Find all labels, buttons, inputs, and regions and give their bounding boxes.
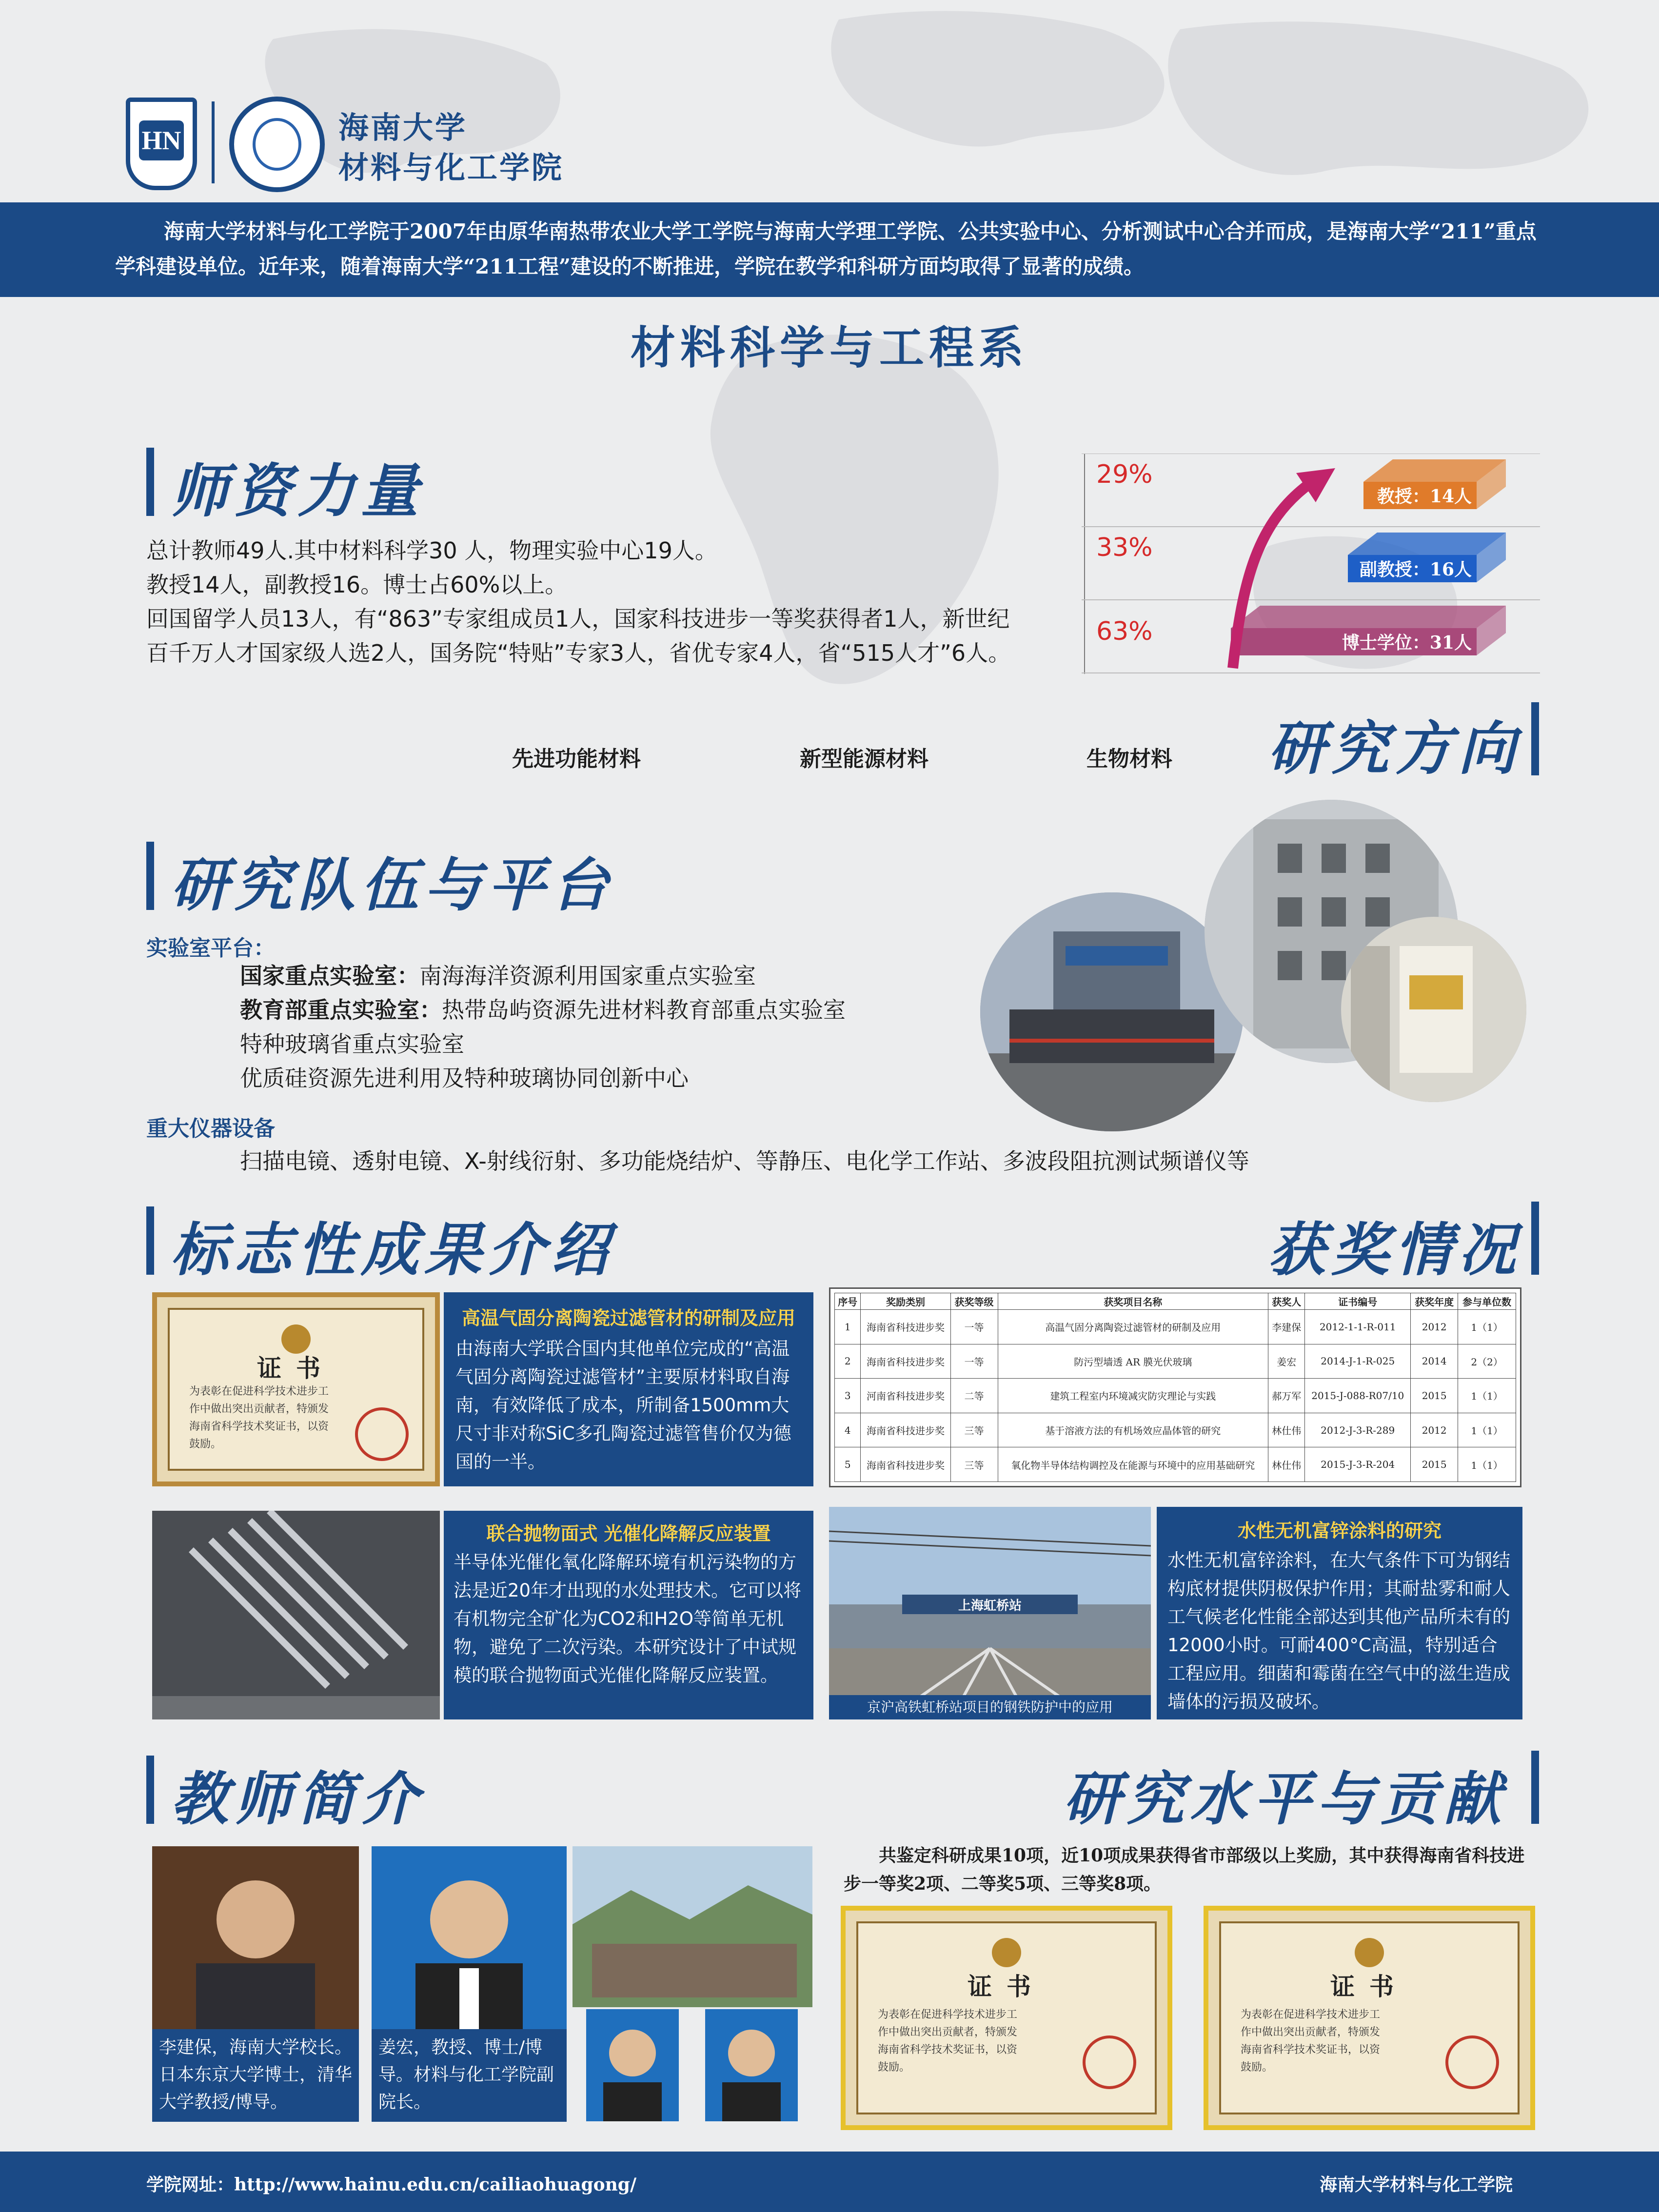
research-direction-item: 先进功能材料 bbox=[512, 747, 641, 771]
achievement-text: 水性无机富锌涂料，在大气条件下可为钢结构底材提供阴极保护作用；其耐盐雾和耐人工气候老化性能全部达到其他产品所未有的12000小时。可耐400°C高温，特别适合工程应用。细菌和霉菌在空气中的滋生造成墙体的污损及破坏。 bbox=[1167, 1550, 1510, 1712]
faculty-line-3: 回国留学人员13人，有“863”专家组成员1人，国家科技进步一等奖获得者1人，新世纪百千万人才国家级人选2人，国务院“特贴”专家3人，省优专家4人，省“515人才”6人。 bbox=[146, 606, 1011, 666]
chart-percent-label: 33% bbox=[1096, 533, 1153, 562]
intro-text: 海南大学材料与化工学院于2007年由原华南热带农业大学工学院与海南大学理工学院、公共实验中心、分析测试中心合并而成，是海南大学“211”重点学科建设单位。近年来，随着海南大学“211工程”建设的不断推进，学院在教学和科研方面均取得了显著的成绩。 bbox=[115, 219, 1537, 278]
reactor-photo bbox=[152, 1511, 440, 1719]
contribution-title: 研究水平与贡献 bbox=[1063, 1765, 1507, 1833]
lab-name: 优质硅资源先进利用及特种玻璃协同创新中心 bbox=[240, 1065, 689, 1091]
contribution-text: 共鉴定科研成果10项，近10项成果获得省市部级以上奖励，其中获得海南省科技进步一等奖2项、二等奖5项、三等奖8项。 bbox=[844, 1845, 1525, 1894]
certificate-image: 证书 为表彰在促进科学技术进步工作中做出突出贡献者，特颁发海南省科学技术奖证书，以资鼓励。 bbox=[1204, 1906, 1535, 2130]
teacher-photo-small-2 bbox=[705, 2009, 798, 2121]
research-direction-item: 生物材料 bbox=[1086, 747, 1172, 771]
table-row: 5 海南省科技进步奖 三等 氧化物半导体结构调控及在能源与环境中的应用基础研究 林仕伟 2015-J-3-R-204 2015 1（1） bbox=[835, 1447, 1516, 1482]
research-direction-item: 新型能源材料 bbox=[800, 747, 928, 771]
faculty-text bbox=[146, 533, 1014, 670]
chart-bar-top bbox=[1231, 606, 1506, 628]
chart-category-label: 教授：14人 bbox=[1377, 486, 1472, 507]
chart-percent-label: 63% bbox=[1096, 617, 1153, 646]
section-bar bbox=[1531, 1202, 1539, 1275]
lab-item bbox=[240, 1061, 971, 1095]
footer bbox=[0, 2152, 1659, 2212]
equipment-heading: 重大仪器设备 bbox=[146, 1116, 275, 1141]
table-header: 获奖年度 bbox=[1411, 1293, 1458, 1310]
achievement-title: 联合抛物面式 光催化降解反应装置 bbox=[486, 1522, 771, 1544]
achievement-panel-1 bbox=[444, 1292, 813, 1486]
intro-band bbox=[0, 202, 1659, 297]
table-row: 2 海南省科技进步奖 一等 防污型墙透 AR 膜光伏玻璃 姜宏 2014-J-1-R-025 2014 2（2） bbox=[835, 1344, 1516, 1379]
railway-caption: 京沪高铁虹桥站项目的钢铁防护中的应用 bbox=[829, 1695, 1151, 1719]
lab-label: 教育部重点实验室： bbox=[240, 997, 442, 1023]
department-title: 材料科学与工程系 bbox=[630, 322, 1028, 374]
logo-college-name: 材料与化工学院 bbox=[338, 150, 564, 185]
platform-title: 研究队伍与平台 bbox=[171, 851, 615, 919]
lab-label: 国家重点实验室： bbox=[240, 963, 419, 989]
table-row: 1 海南省科技进步奖 一等 高温气固分离陶瓷过滤管材的研制及应用 李建保 2012-1-1-R-011 2012 1（1） bbox=[835, 1310, 1516, 1344]
section-bar bbox=[146, 1206, 154, 1275]
achievement-text: 由海南大学联合国内其他单位完成的“高温气固分离陶瓷过滤管材”主要原材料取自海南，有效降低了成本，所制备1500mm大尺寸非对称SiC多孔陶瓷过滤管售价仅为德国的一半。 bbox=[455, 1338, 791, 1472]
chart-category-label: 副教授：16人 bbox=[1359, 559, 1472, 580]
awards-table bbox=[829, 1287, 1521, 1487]
lab-interior-photo bbox=[1341, 917, 1526, 1102]
awards-title: 获奖情况 bbox=[1268, 1216, 1522, 1284]
logo-divider bbox=[212, 101, 215, 183]
table-row: 3 河南省科技进步奖 二等 建筑工程室内环境减灾防灾理论与实践 郝万军 2015-J-088-R07/10 2015 1（1） bbox=[835, 1379, 1516, 1413]
table-row: 4 海南省科技进步奖 三等 基于溶液方法的有机场效应晶体管的研究 林仕伟 2012-J-3-R-289 2012 1（1） bbox=[835, 1413, 1516, 1447]
table-header: 证书编号 bbox=[1305, 1293, 1411, 1310]
faculty-line-2: 教授14人，副教授16。博士占60%以上。 bbox=[146, 572, 568, 598]
chart-category-label: 博士学位：31人 bbox=[1342, 632, 1472, 653]
table-header: 序号 bbox=[835, 1293, 861, 1310]
achievement-title: 高温气固分离陶瓷过滤管材的研制及应用 bbox=[461, 1307, 795, 1329]
table-header: 获奖等级 bbox=[950, 1293, 998, 1310]
research-direction-list bbox=[512, 741, 1244, 775]
footer-website[interactable]: 学院网址：http://www.hainu.edu.cn/cailiaohuagong/ bbox=[146, 2174, 637, 2195]
lab-item bbox=[240, 1027, 971, 1061]
teacher-photo-small-1 bbox=[586, 2009, 679, 2121]
station-sign: 上海虹桥站 bbox=[958, 1599, 1022, 1613]
footer-college: 海南大学材料与化工学院 bbox=[1319, 2174, 1513, 2195]
teacher-photo-li bbox=[152, 1846, 359, 2029]
teacher-caption-jiang: 姜宏，教授、博士/博导。材料与化工学院副院长。 bbox=[372, 2029, 567, 2122]
lab-name: 特种玻璃省重点实验室 bbox=[240, 1031, 464, 1057]
certificate-image: 证书 为表彰在促进科学技术进步工作中做出突出贡献者，特颁发海南省科学技术奖证书，以资鼓励。 bbox=[841, 1906, 1172, 2130]
group-photo bbox=[573, 1846, 812, 2007]
section-bar bbox=[146, 1756, 154, 1824]
lab-heading: 实验室平台： bbox=[146, 936, 275, 961]
faculty-line-1: 总计教师49人.其中材料科学30 人，物理实验中心19人。 bbox=[146, 537, 717, 564]
research-direction-title: 研究方向 bbox=[1268, 714, 1522, 782]
achievements-title: 标志性成果介绍 bbox=[171, 1216, 615, 1284]
teacher-photo-jiang bbox=[372, 1846, 567, 2029]
lab-opening-photo bbox=[980, 892, 1244, 1131]
table-header: 获奖人 bbox=[1268, 1293, 1305, 1310]
lab-item bbox=[240, 993, 971, 1027]
lab-name: 热带岛屿资源先进材料教育部重点实验室 bbox=[442, 997, 846, 1023]
section-bar bbox=[1531, 1751, 1539, 1824]
section-bar bbox=[146, 448, 154, 516]
table-header: 获奖项目名称 bbox=[998, 1293, 1268, 1310]
university-shield-logo: HN bbox=[126, 98, 197, 190]
teachers-title: 教师简介 bbox=[171, 1765, 425, 1833]
teacher-caption-li: 李建保，海南大学校长。日本东京大学博士，清华大学教授/博导。 bbox=[152, 2029, 359, 2122]
table-header: 奖励类别 bbox=[861, 1293, 950, 1310]
achievement-text: 半导体光催化氧化降解环境有机污染物的方法是近20年才出现的水处理技术。它可以将有机物完全矿化为CO2和H2O等简单无机物，避免了二次污染。本研究设计了中试规模的联合抛物面式光催化降解反应装置。 bbox=[454, 1552, 802, 1686]
railway-station-photo bbox=[829, 1507, 1151, 1719]
lab-item bbox=[240, 959, 971, 993]
equipment-text: 扫描电镜、透射电镜、X-射线衍射、多功能烧结炉、等静压、电化学工作站、多波段阻抗测试频谱仪等 bbox=[240, 1148, 1249, 1174]
faculty-chart bbox=[1082, 454, 1545, 674]
logo-university-name: 海南大学 bbox=[338, 110, 468, 145]
lab-name: 南海海洋资源利用国家重点实验室 bbox=[419, 963, 756, 989]
achievement-panel-3 bbox=[1157, 1507, 1522, 1719]
chart-percent-label: 29% bbox=[1096, 460, 1153, 489]
achievement-title: 水性无机富锌涂料的研究 bbox=[1237, 1520, 1442, 1541]
college-emblem-logo bbox=[229, 97, 325, 192]
section-bar bbox=[1531, 702, 1539, 775]
section-bar bbox=[146, 842, 154, 910]
lab-list bbox=[240, 959, 971, 1095]
faculty-title: 师资力量 bbox=[171, 457, 425, 525]
achievement-panel-2 bbox=[444, 1511, 813, 1719]
table-header: 参与单位数 bbox=[1458, 1293, 1516, 1310]
certificate-image: 证书 为表彰在促进科学技术进步工作中做出突出贡献者，特颁发海南省科学技术奖证书，以资鼓励。 bbox=[152, 1292, 440, 1486]
